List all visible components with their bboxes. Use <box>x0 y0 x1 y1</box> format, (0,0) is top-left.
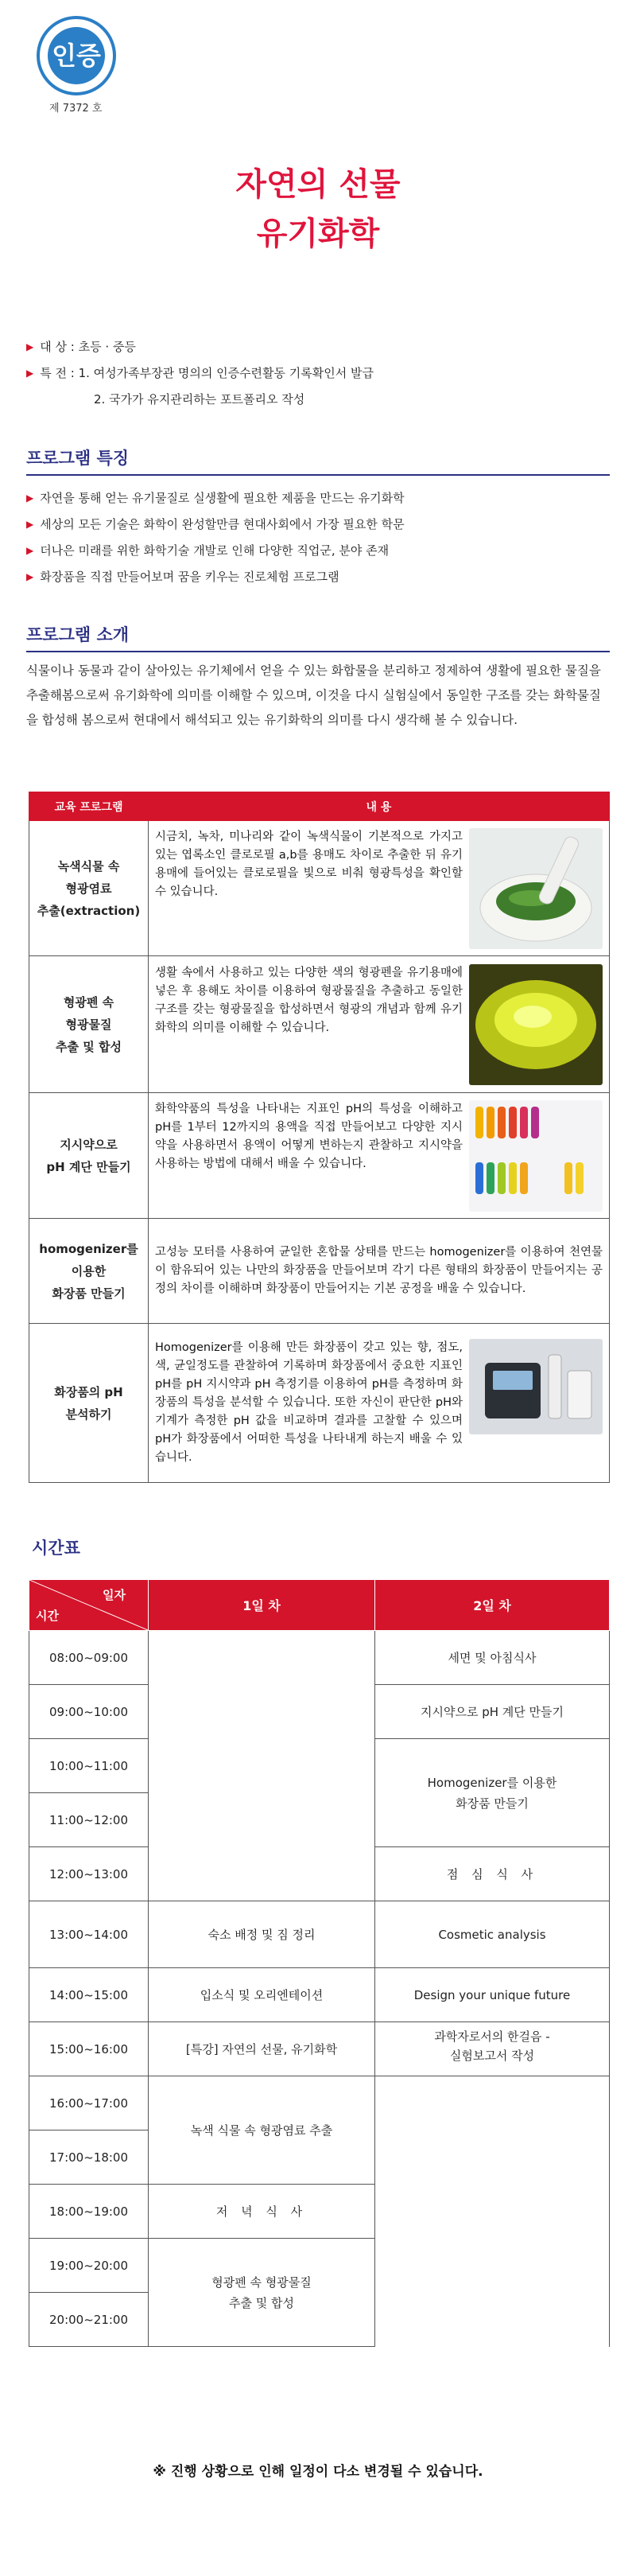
time-slot: 20:00~21:00 <box>29 2293 149 2347</box>
program-name: homogenizer를 이용한 화장품 만들기 <box>29 1219 149 1324</box>
day2-header: 2일 차 <box>375 1580 610 1631</box>
issue-number: 제 7372 호 <box>49 103 103 115</box>
feature-item: ▶ 자연을 통해 얻는 유기물질로 실생활에 필요한 제품을 만드는 유기화학 <box>26 491 405 505</box>
feature-item: ▶ 화장품을 직접 만들어보며 꿈을 키우는 진로체험 프로그램 <box>26 570 339 584</box>
intro-divider <box>26 651 610 652</box>
program-header: 교육 프로그램 <box>29 792 149 821</box>
day2-activity: Cosmetic analysis <box>375 1901 610 1968</box>
time-slot: 08:00~09:00 <box>29 1631 149 1685</box>
program-description: 화학약품의 특성을 나타내는 지표인 pH의 특성을 이해하고 pH를 1부터 12까지의 용액을 직접 만들어보고 다양한 지시약을 사용하면서 용액이 어떻게 변하는지 관찰하고 지시약을 사용하는 방법에 대해서 배울 수 있습니다. <box>155 1102 463 1170</box>
schedule-table <box>29 1579 610 2347</box>
day1-activity: 입소식 및 오리엔테이션 <box>149 1968 375 2022</box>
benefit-line-2: 2. 국가가 유지관리하는 포트폴리오 작성 <box>94 392 305 407</box>
time-slot: 16:00~17:00 <box>29 2076 149 2130</box>
table-row <box>29 1093 610 1219</box>
triangle-bullet-icon: ▶ <box>26 519 34 530</box>
intro-text: 식물이나 동물과 같이 살아있는 유기체에서 얻을 수 있는 화합물을 분리하고 정제하여 생활에 필요한 물질을 추출해봄으로써 유기화학에 의미를 이해할 수 있으며, 이것을 다시 실험실에서 동일한 구조를 갖는 화학물질을 합성해 봄으로써 현대에서 해석되고 있는 유기화학의 의미를 다시 생각해 볼 수 있습니다. <box>26 663 601 727</box>
day2-activity: Design your unique future <box>375 1968 610 2022</box>
day1-activity: 숙소 배정 및 짐 정리 <box>149 1901 375 1968</box>
time-slot: 15:00~16:00 <box>29 2022 149 2076</box>
table-row <box>29 1631 610 1685</box>
table-row <box>29 1219 610 1324</box>
day2-activity: 지시약으로 pH 계단 만들기 <box>375 1685 610 1739</box>
time-slot: 13:00~14:00 <box>29 1901 149 1968</box>
time-slot: 18:00~19:00 <box>29 2185 149 2239</box>
time-slot: 14:00~15:00 <box>29 1968 149 2022</box>
table-row <box>29 956 610 1093</box>
fluorescence-photo <box>469 964 603 1085</box>
badge-text: 인증 <box>48 27 105 84</box>
day2-activity: 세면 및 아침식사 <box>375 1631 610 1685</box>
intro-title: 프로그램 소개 <box>26 625 130 644</box>
features-divider <box>26 474 610 476</box>
day2-activity: Homogenizer를 이용한 화장품 만들기 <box>375 1739 610 1847</box>
ph-indicator-tubes-photo <box>469 1100 603 1212</box>
triangle-bullet-icon: ▶ <box>26 571 34 582</box>
time-slot: 12:00~13:00 <box>29 1847 149 1901</box>
time-slot: 11:00~12:00 <box>29 1793 149 1847</box>
program-description: 시금치, 녹차, 미나리와 같이 녹색식물이 기본적으로 가지고 있는 엽록소인 클로로필 a,b를 용매도 차이로 추출한 뒤 유기용매에 들어있는 클로로필을 빛으로 비춰 형광특성을 확인할 수 있습니다. <box>155 830 463 898</box>
chlorophyll-mortar-photo <box>469 828 603 949</box>
table-row <box>29 821 610 956</box>
day1-header: 1일 차 <box>149 1580 375 1631</box>
corner-day-label: 일자 <box>103 1588 126 1602</box>
corner-time-label: 시간 <box>36 1609 59 1623</box>
table-row <box>29 1968 610 2022</box>
program-description: 생활 속에서 사용하고 있는 다양한 색의 형광펜을 유기용매에 넣은 후 용해도 차이를 이용하여 형광물질을 추출하고 동일한 구조를 갖는 형광물질을 합성하면서 형광의 개념과 함께 유기화학의 의미를 이해할 수 있습니다. <box>155 966 463 1034</box>
program-name: 화장품의 pH 분석하기 <box>29 1324 149 1483</box>
features-title: 프로그램 특징 <box>26 449 130 468</box>
time-slot: 19:00~20:00 <box>29 2239 149 2293</box>
schedule-title: 시간표 <box>32 1539 80 1558</box>
page-title-line1: 자연의 선물 <box>235 166 401 203</box>
feature-item: ▶ 세상의 모든 기술은 화학이 완성할만큼 현대사회에서 가장 필요한 학문 <box>26 517 405 531</box>
triangle-bullet-icon: ▶ <box>26 368 34 379</box>
certification-badge <box>37 16 116 95</box>
triangle-bullet-icon: ▶ <box>26 341 34 352</box>
program-name: 녹색식물 속 형광염료 추출(extraction) <box>29 821 149 956</box>
time-slot: 17:00~18:00 <box>29 2130 149 2185</box>
schedule-corner-header <box>29 1580 149 1631</box>
table-row <box>29 2076 610 2130</box>
day1-activity: 저 녁 식 사 <box>149 2185 375 2239</box>
page-title-line2: 유기화학 <box>256 216 380 252</box>
target-line: ▶ 대 상 : 초등 · 중등 <box>26 340 136 354</box>
table-row <box>29 1324 610 1483</box>
time-slot: 10:00~11:00 <box>29 1739 149 1793</box>
benefit-line: ▶ 특 전 : 1. 여성가족부장관 명의의 인증수련활동 기록확인서 발급 <box>26 366 374 380</box>
program-table <box>29 792 610 1483</box>
program-name: 지시약으로 pH 계단 만들기 <box>29 1093 149 1219</box>
program-name: 형광펜 속 형광물질 추출 및 합성 <box>29 956 149 1093</box>
day1-activity: 형광펜 속 형광물질 추출 및 합성 <box>149 2239 375 2347</box>
time-slot: 09:00~10:00 <box>29 1685 149 1739</box>
content-header: 내 용 <box>149 792 610 821</box>
table-row <box>29 1901 610 1968</box>
triangle-bullet-icon: ▶ <box>26 545 34 556</box>
table-row <box>29 2022 610 2076</box>
triangle-bullet-icon: ▶ <box>26 492 34 504</box>
day1-activity: 녹색 식물 속 형광염료 추출 <box>149 2076 375 2185</box>
schedule-note: ※ 진행 상황으로 인해 일정이 다소 변경될 수 있습니다. <box>153 2464 483 2480</box>
feature-item: ▶ 더나은 미래를 위한 화학기술 개발로 인해 다양한 직업군, 분야 존재 <box>26 543 390 558</box>
day1-empty-cell <box>149 1631 375 1901</box>
program-description: Homogenizer를 이용해 만든 화장품이 갖고 있는 향, 점도, 색, 균일정도를 관찰하여 기록하며 화장품에서 중요한 지표인 pH를 pH 지시약과 pH 측정기를 이용하여 pH를 측정하며 화장품의 특성을 분석할 수 있습니다. 또한 자신이 판단한 pH와 기계가 측정한 pH 값을 비교하며 결과를 고찰할 수 있으며 pH가 화장품에서 어떠한 특성을 나타내게 하는지 배울 수 있습니다. <box>155 1341 463 1464</box>
day2-activity: 과학자로서의 한걸음 - 실험보고서 작성 <box>375 2022 610 2076</box>
day2-activity: 점 심 식 사 <box>375 1847 610 1901</box>
day2-empty-cell <box>375 2076 610 2347</box>
program-description: 고성능 모터를 사용하여 균일한 혼합물 상태를 만드는 homogenizer를 이용하여 천연물이 함유되어 있는 나만의 화장품을 만들어보며 각기 다른 형태의 화장품이 만들어지는 공정의 차이를 이해하며 화장품이 만들어지는 기본 공정을 배울 수 있습니다. <box>155 1246 603 1295</box>
day1-activity: [특강] 자연의 선물, 유기화학 <box>149 2022 375 2076</box>
ph-meter-photo <box>469 1339 603 1434</box>
